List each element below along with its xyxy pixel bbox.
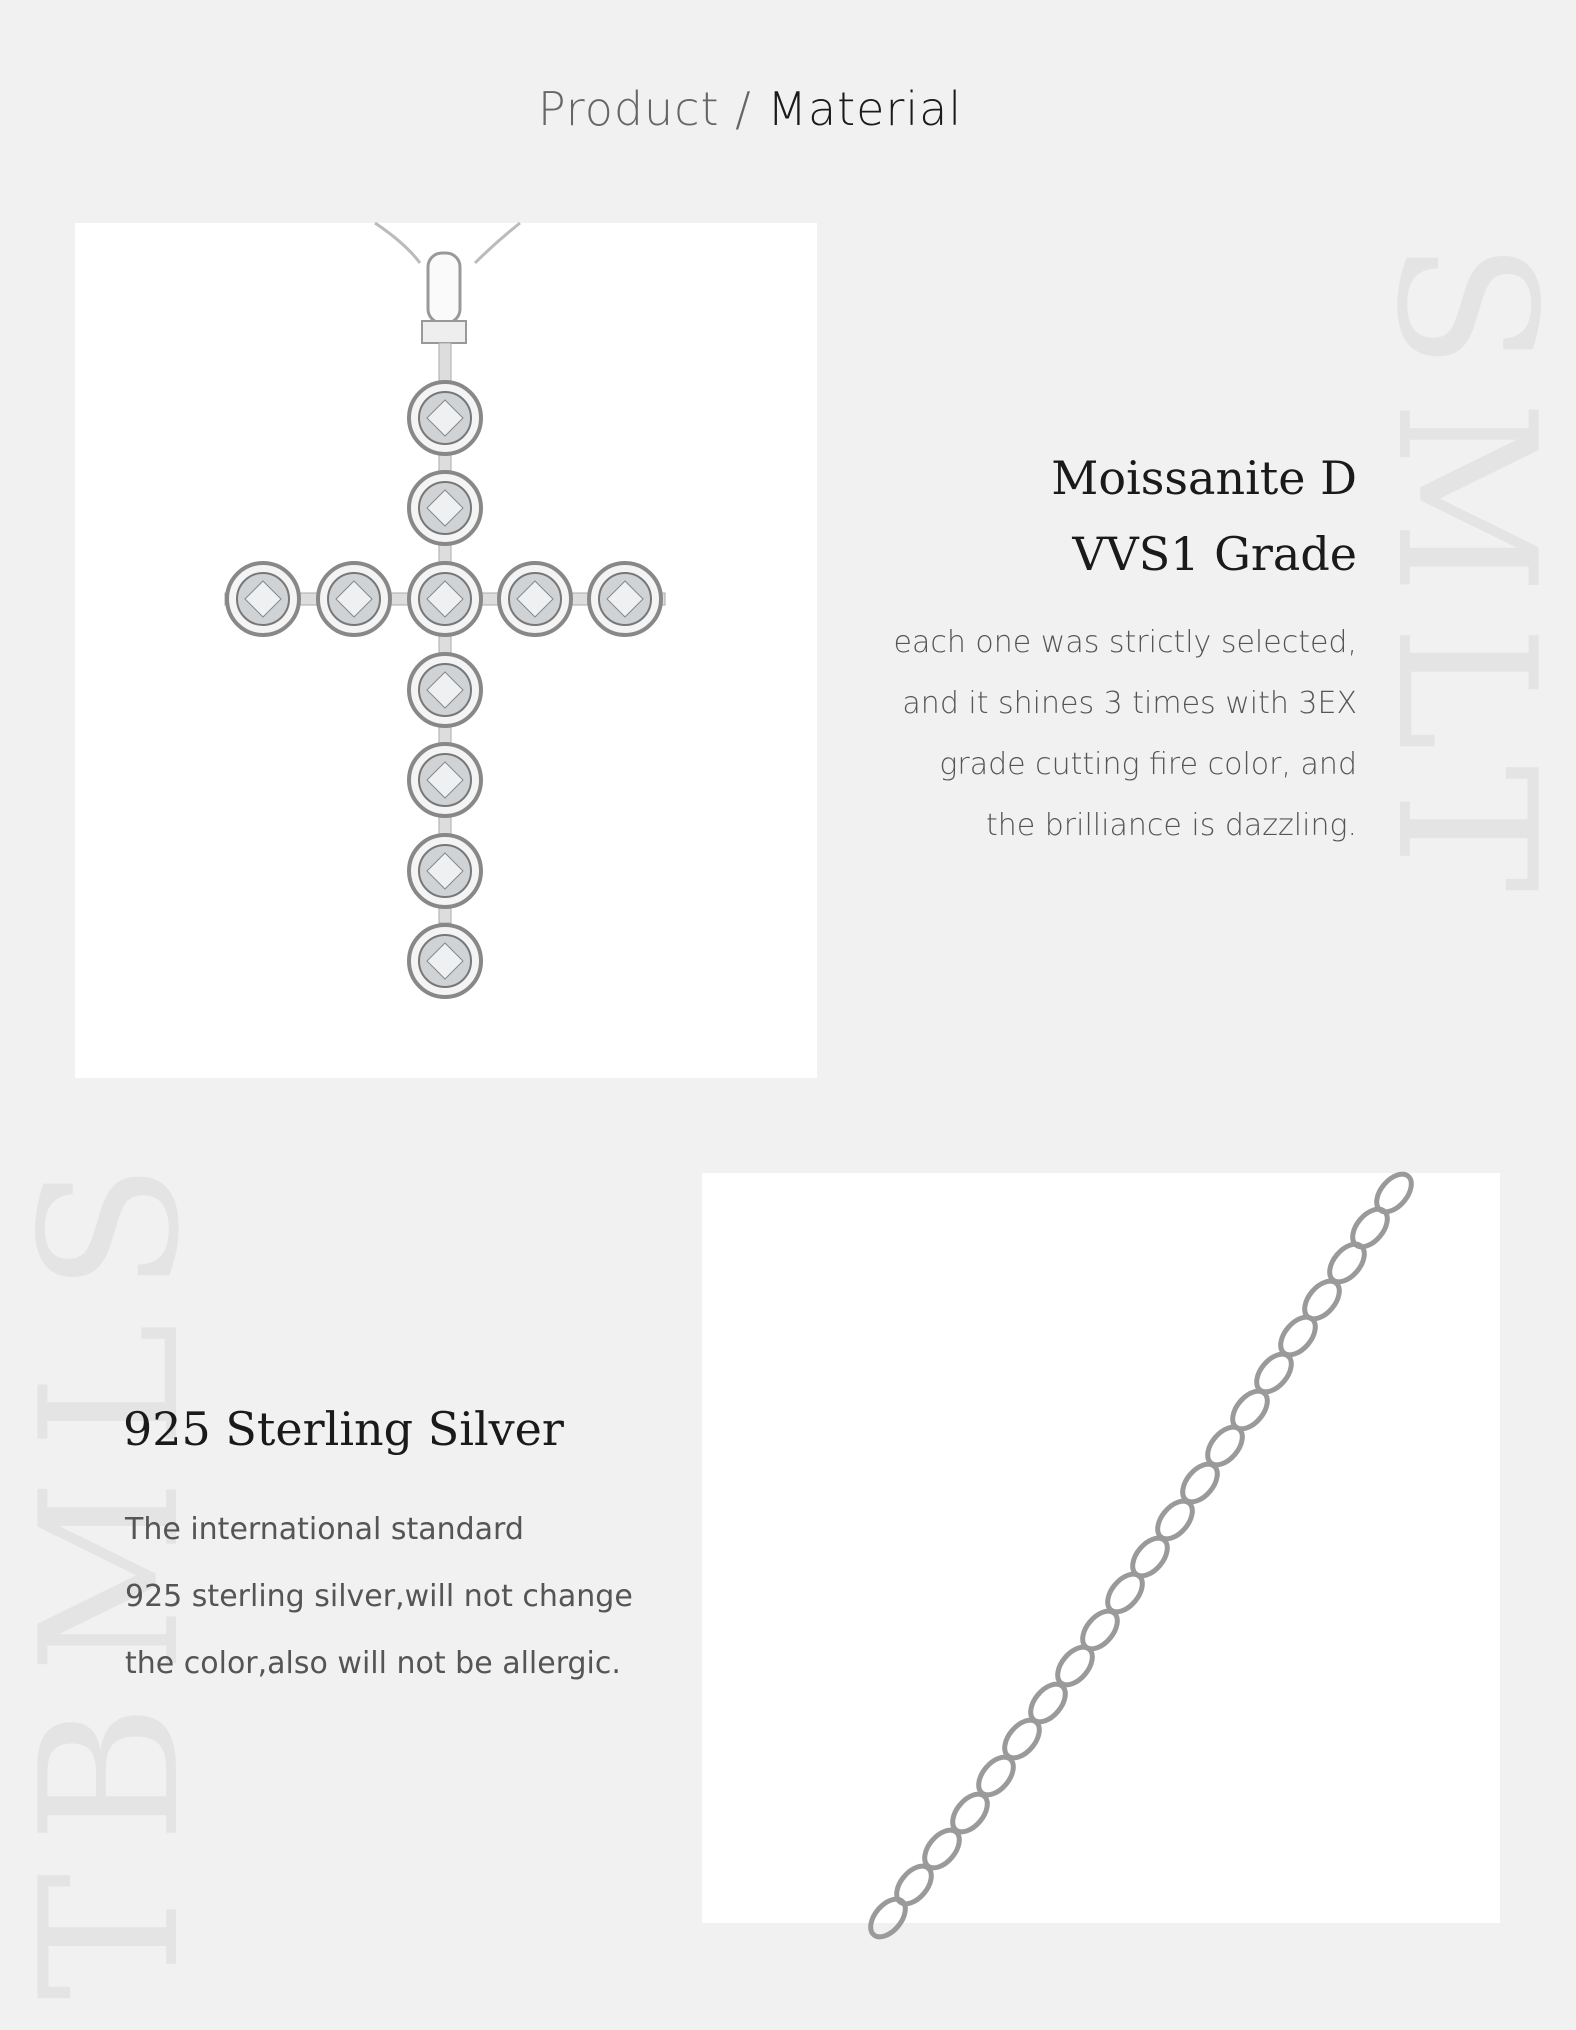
moissanite-title-line: Moissanite D [1051, 451, 1357, 505]
description-line: each one was strictly selected, [893, 625, 1357, 660]
title-product: Product / [537, 82, 752, 136]
silver-chain-icon [702, 1173, 1500, 1923]
description-line: 925 sterling silver,will not change [125, 1579, 633, 1614]
silver-title: 925 Sterling Silver [123, 1402, 564, 1456]
description-line: the color,also will not be allergic. [125, 1646, 621, 1681]
watermark-left: TBMLS [0, 1132, 221, 2000]
title-material: Material [767, 82, 963, 136]
moissanite-title [1051, 440, 1357, 592]
description-line: the brilliance is dazzling. [985, 808, 1357, 843]
description-line: and it shines 3 times with 3EX [902, 686, 1357, 721]
description-line: The international standard [125, 1512, 524, 1547]
cross-pendant-image [75, 223, 817, 1078]
cross-pendant-icon [75, 223, 817, 1078]
watermark-right: SMLT [1355, 240, 1576, 923]
description-line: grade cutting fire color, and [939, 747, 1357, 782]
silver-chain-image [702, 1173, 1500, 1923]
silver-description [125, 1496, 633, 1697]
moissanite-description [894, 612, 1357, 856]
moissanite-title-line: VVS1 Grade [1072, 527, 1357, 581]
page-title [0, 82, 1500, 136]
